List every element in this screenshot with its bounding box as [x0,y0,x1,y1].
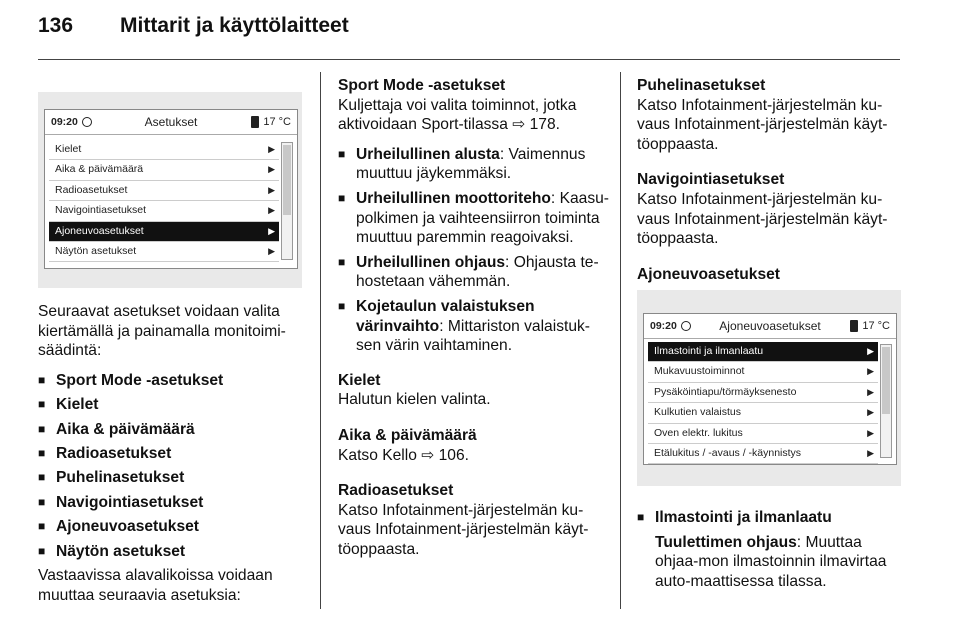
screen-status-bar [45,110,297,135]
menu-item-label: Navigointiasetukset [55,204,147,217]
chevron-right-icon: ▶ [867,386,874,397]
chevron-right-icon: ▶ [268,184,275,195]
scrollbar [281,142,293,260]
settings-list [38,371,308,561]
list-item: ■ Urheilullinen alusta: Vaimennus muuttuu jäykemmäksi. [338,145,610,184]
fan-control-text: Tuulettimen ohjaus: Muuttaa ohjaa-mon ilmastoinnin ilmavirtaa auto-maattisessa tilassa. [655,533,887,590]
chevron-right-icon: ▶ [867,427,874,438]
list-item: ■ Sport Mode -asetukset [38,371,308,391]
chevron-right-icon: ▶ [268,144,275,154]
chevron-right-icon: ▶ [268,245,275,256]
chevron-right-icon: ▶ [268,205,275,216]
column-2 [338,76,610,569]
menu-item-label: Ilmastointi ja ilmanlaatu [654,345,764,357]
column-3-bottom [637,508,905,601]
list-item: ■ Aika & päivämäärä [38,420,308,440]
menu-item[interactable] [49,140,279,160]
list-item: ■ Urheilullinen moottoriteho: Kaasu-polkimen ja vaihteensiirron toiminta muuttuu paremmin reagoivaksi. [338,189,610,248]
menu-item[interactable] [648,424,878,444]
sport-text: Kuljettaja voi valita toiminnot, jotka aktivoidaan Sport-tilassa ⇨ 178. [338,96,577,134]
sport-options-list [338,145,610,356]
aika-heading: Aika & päivämäärä [338,426,477,444]
column-1 [38,302,308,615]
screen-temperature: 17 °C [850,320,890,332]
menu-item-label: Oven elektr. lukitus [654,426,743,439]
screen-title: Asetukset [144,115,198,129]
list-item: ■ Radioasetukset [38,444,308,464]
header-rule [38,59,900,60]
vehicle-screen [643,313,897,465]
menu-item-label: Mukavuustoiminnot [654,365,745,378]
nav-text: Katso Infotainment-järjestelmän ku-vaus Infotainment-järjestelmän käyt-töoppaasta. [637,190,888,248]
screen-time: 09:20 [51,116,78,128]
menu-item[interactable] [49,160,279,180]
menu-item-label: Näytön asetukset [55,244,137,257]
list-item: ■ Urheilullinen ohjaus: Ohjausta te-hostetaan vähemmän. [338,253,610,292]
chevron-right-icon: ▶ [268,164,275,175]
list-item: ■ Kojetaulun valaistuksen värinvaihto: Mittariston valaistuk-sen värin vaihtaminen. [338,297,610,356]
vehicle-heading: Ajoneuvoasetukset [637,265,780,283]
list-item: ■ Puhelinasetukset [38,468,308,488]
climate-bullet: ■ Ilmastointi ja ilmanlaatu [637,508,905,528]
menu-item-label: Aika & päivämäärä [55,163,144,176]
chevron-right-icon: ▶ [867,407,874,418]
menu-item-label: Kulkutien valaistus [654,406,741,419]
list-item: ■ Näytön asetukset [38,542,308,562]
chevron-right-icon: ▶ [867,346,874,356]
menu-item[interactable] [49,201,279,221]
menu-item[interactable] [648,362,878,382]
outro-text: Vastaavissa alavalikoissa voidaan muuttaa seuraavia asetuksia: [38,566,273,604]
menu-item-label: Ajoneuvoasetukset [55,224,144,237]
menu-item[interactable] [49,181,279,201]
kielet-heading: Kielet [338,371,381,389]
kielet-text: Halutun kielen valinta. [338,391,491,409]
menu-item[interactable] [49,242,279,262]
figure-settings-screen [38,92,302,288]
settings-screen [44,109,298,269]
screen-status-bar [644,314,896,339]
climate-list [637,508,905,528]
chevron-right-icon: ▶ [867,366,874,377]
settings-menu [49,140,279,262]
phone-icon [850,320,858,332]
list-item: ■ Navigointiasetukset [38,493,308,513]
radio-heading: Radioasetukset [338,482,454,500]
menu-item-label: Kielet [55,143,82,155]
menu-item[interactable] [648,342,878,362]
screen-title: Ajoneuvoasetukset [719,319,821,333]
aika-text: Katso Kello ⇨ 106. [338,446,469,464]
list-item: ■ Kielet [38,395,308,415]
page-number: 136 [38,14,74,37]
menu-item-label: Pysäköintiapu/törmäyksenesto [654,385,797,398]
menu-item[interactable] [648,444,878,464]
phone-text: Katso Infotainment-järjestelmän ku-vaus Infotainment-järjestelmän käyt-töoppaasta. [637,96,888,153]
menu-item[interactable] [648,403,878,423]
page-header [38,14,349,38]
phone-icon [251,116,259,128]
screen-temperature: 17 °C [251,116,291,128]
column-divider-1 [320,72,321,609]
radio-text: Katso Infotainment-järjestelmän ku-vaus Infotainment-järjestelmän käyt-töoppaasta. [338,501,589,558]
page-title: Mittarit ja käyttölaitteet [120,14,349,37]
column-divider-2 [620,72,621,609]
chevron-right-icon: ▶ [867,447,874,458]
list-item: ■ Ajoneuvoasetukset [38,517,308,537]
menu-item-label: Etälukitus / -avaus / -käynnistys [654,446,802,459]
chevron-right-icon: ▶ [268,225,275,236]
screen-time: 09:20 [650,320,677,332]
menu-item-label: Radioasetukset [55,183,128,196]
sport-heading: Sport Mode -asetukset [338,77,506,94]
column-3 [637,76,905,284]
vehicle-settings-menu [648,342,878,464]
figure-vehicle-screen [637,290,901,486]
phone-heading: Puhelinasetukset [637,77,766,94]
nav-heading: Navigointiasetukset [637,171,785,189]
menu-item[interactable] [49,222,279,242]
intro-text: Seuraavat asetukset voidaan valita kiertämällä ja painamalla monitoimi-säädintä: [38,303,286,360]
menu-item[interactable] [648,383,878,403]
scrollbar [880,344,892,458]
